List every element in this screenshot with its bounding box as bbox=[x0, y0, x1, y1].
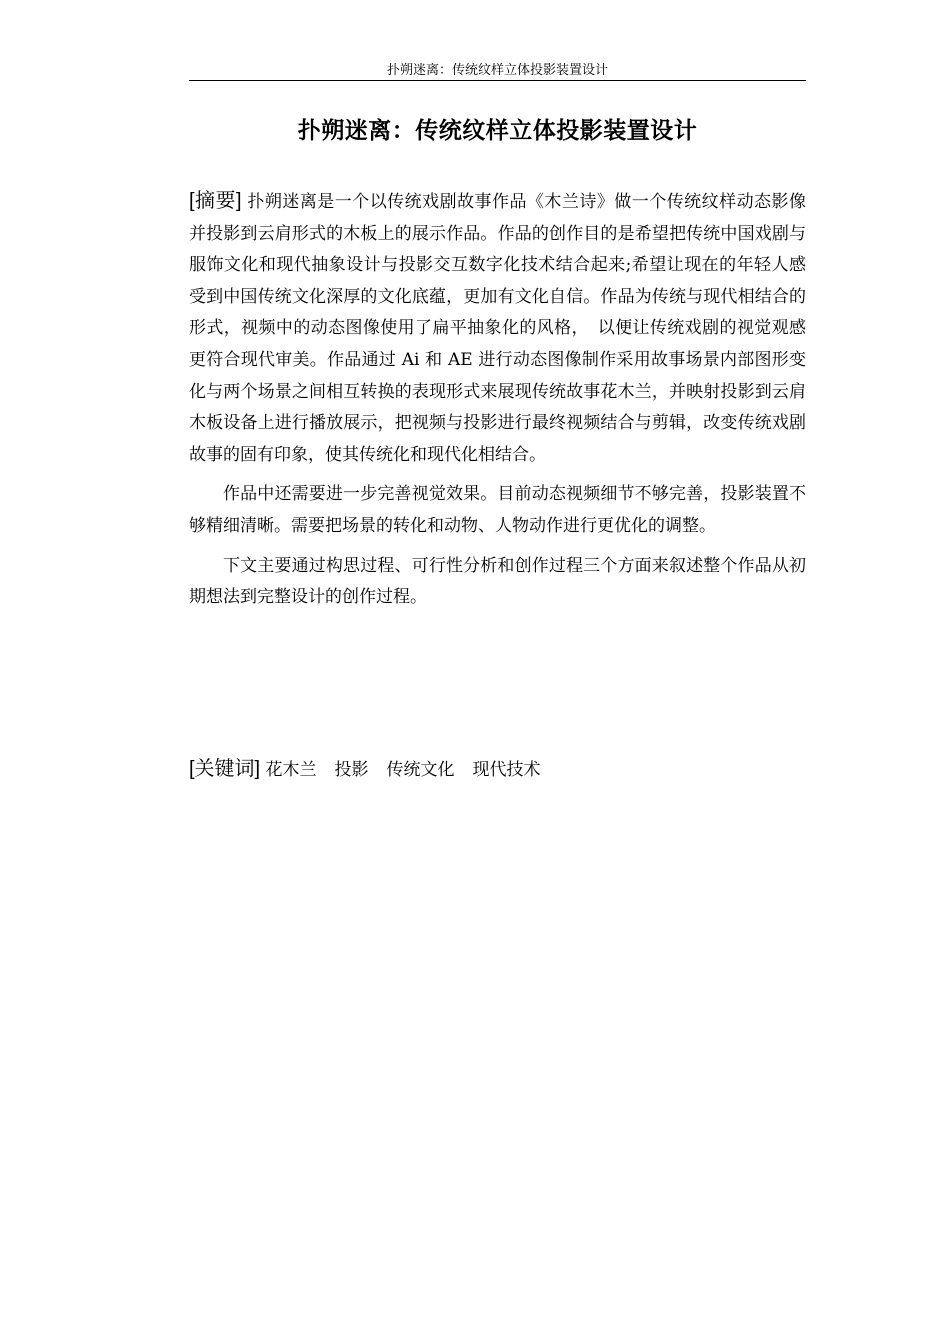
running-header: 扑朔迷离：传统纹样立体投影装置设计 bbox=[386, 63, 608, 78]
abstract-section bbox=[189, 186, 806, 614]
header-divider bbox=[189, 80, 806, 81]
abstract-label: [摘要] bbox=[189, 190, 242, 212]
abstract-paragraph-3: 下文主要通过构思过程、可行性分析和创作过程三个方面来叙述整个作品从初期想法到完整设计的创作过程。 bbox=[189, 555, 806, 608]
abstract-paragraph-2: 作品中还需要进一步完善视觉效果。目前动态视频细节不够完善，投影装置不够精细清晰。需要把场景的转化和动物、人物动作进行更优化的调整。 bbox=[189, 484, 806, 536]
abstract-text-1: 扑朔迷离是一个以传统戏剧故事作品《木兰诗》做一个传统纹样动态影像并投影到云肩形式的木板上的展示作品。作品的创作目的是希望把传统中国戏剧与服饰文化和现代抽象设计与投影交互数字化技术结合起来;希望让现在的年轻人感受到中国传统文化深厚的文化底蕴，更加有文化自信。作品为传统与现代相结合的形式，视频中的动态图像使用了扁平抽象化的风格， 以便让传统戏剧的视觉观感更符合现代审美。作品通过 Ai 和 AE 进行动态图像制作采用故事场景内部图形变化与两个场景之间相互转换的表现形式来展现传统故事花木兰，并映射投影到云肩木板设备上进行播放展示，把视频与投影进行最终视频结合与剪辑，改变传统戏剧故事的固有印象，使其传统化和现代化相结合。 bbox=[189, 192, 806, 465]
keywords-section bbox=[189, 754, 806, 786]
page-title: 扑朔迷离：传统纹样立体投影装置设计 bbox=[297, 118, 698, 144]
keyword-item: 投影 bbox=[334, 760, 369, 780]
keyword-item: 传统文化 bbox=[386, 760, 455, 780]
keyword-item: 现代技术 bbox=[472, 760, 541, 780]
keyword-item: 花木兰 bbox=[265, 760, 317, 780]
abstract-paragraph-1 bbox=[189, 186, 806, 471]
keywords-label: [关键词] bbox=[189, 758, 261, 780]
